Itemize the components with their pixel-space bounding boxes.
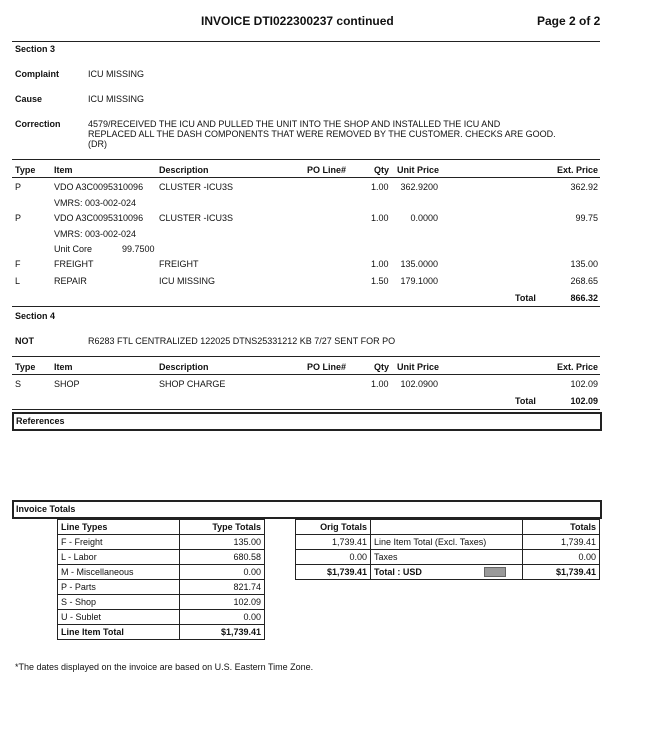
complaint-value: ICU MISSING (88, 69, 145, 79)
row-description: SHOP CHARGE (159, 379, 226, 389)
row-ext-price: 268.65 (570, 276, 598, 286)
final-total-label-cell (371, 565, 523, 580)
column-header-divider (12, 177, 600, 178)
row-ext-price: 102.09 (570, 379, 598, 389)
row-unit-price: 102.0900 (400, 379, 438, 389)
row-qty: 1.00 (371, 213, 389, 223)
page-number: Page 2 of 2 (537, 14, 601, 28)
row-ext-price: 135.00 (570, 259, 598, 269)
col-qty: Qty (374, 165, 390, 175)
line-type-name: L - Labor (58, 550, 180, 565)
row-unit-price: 0.0000 (410, 213, 438, 223)
orig-total-value: 1,739.41 (296, 535, 371, 550)
col-unit-price: Unit Price (397, 362, 440, 372)
orig-total-value: 0.00 (296, 550, 371, 565)
row-qty: 1.50 (371, 276, 389, 286)
correction-line: REPLACED ALL THE DASH COMPONENTS THAT WERE REMOVED BY THE CUSTOMER. CHECKS ARE GOOD. (88, 129, 556, 139)
flag-icon (484, 567, 506, 577)
line-type-value: 135.00 (179, 535, 264, 550)
line-type-value: 0.00 (179, 610, 264, 625)
line-type-value: 821.74 (179, 580, 264, 595)
section-4-divider (12, 356, 600, 357)
row-description: ICU MISSING (159, 276, 216, 286)
line-type-name: U - Sublet (58, 610, 180, 625)
cause-value: ICU MISSING (88, 94, 145, 104)
row-item: SHOP (54, 379, 80, 389)
line-type-name: S - Shop (58, 595, 180, 610)
line-type-value: 680.58 (179, 550, 264, 565)
row-type: P (15, 182, 22, 192)
correction-label: Correction (15, 119, 61, 129)
section-3-title: Section 3 (15, 44, 56, 54)
invoice-totals-label: Invoice Totals (16, 504, 76, 514)
orig-totals-header: Orig Totals (296, 520, 371, 535)
line-type-name: P - Parts (58, 580, 180, 595)
line-types-table (57, 519, 265, 640)
col-po-line: PO Line# (307, 362, 347, 372)
col-unit-price: Unit Price (397, 165, 440, 175)
section-4-end-divider (12, 409, 600, 410)
not-text: R6283 FTL CENTRALIZED 122025 DTNS25331212 KB 7/27 SENT FOR PO (88, 336, 396, 346)
footnote: *The dates displayed on the invoice are based on U.S. Eastern Time Zone. (15, 662, 314, 672)
section-4-title: Section 4 (15, 311, 56, 321)
totals-header: Totals (523, 520, 600, 535)
row-qty: 1.00 (371, 259, 389, 269)
col-description: Description (159, 362, 209, 372)
references-box (12, 412, 602, 431)
row-description: FREIGHT (159, 259, 199, 269)
row-description: CLUSTER -ICU3S (159, 213, 234, 223)
row-ext-price: 99.75 (575, 213, 598, 223)
row-vmrs: VMRS: 003-002-024 (54, 198, 137, 208)
section-3-divider (12, 159, 600, 160)
unit-core-label: Unit Core (54, 244, 93, 254)
section-3-end-divider (12, 306, 600, 307)
row-unit-price: 362.9200 (400, 182, 438, 192)
total-value: 0.00 (523, 550, 600, 565)
line-type-name: M - Miscellaneous (58, 565, 180, 580)
line-types-header: Line Types (58, 520, 180, 535)
col-ext-price: Ext. Price (556, 165, 598, 175)
unit-core-value: 99.7500 (122, 244, 155, 254)
col-po-line: PO Line# (307, 165, 347, 175)
row-unit-price: 135.0000 (400, 259, 438, 269)
section-4-total-value: 102.09 (570, 396, 598, 406)
line-type-value: 0.00 (179, 565, 264, 580)
row-vmrs: VMRS: 003-002-024 (54, 229, 137, 239)
row-item: VDO A3C0095310096 (54, 213, 144, 223)
column-header-divider (12, 374, 600, 375)
row-item: REPAIR (54, 276, 87, 286)
col-qty: Qty (374, 362, 390, 372)
col-item: Item (54, 362, 73, 372)
line-type-name: F - Freight (58, 535, 180, 550)
col-ext-price: Ext. Price (556, 362, 598, 372)
references-label: References (16, 416, 65, 426)
totals-row-label: Line Item Total (Excl. Taxes) (371, 535, 523, 550)
type-totals-header: Type Totals (179, 520, 264, 535)
invoice-title: INVOICE DTI022300237 continued (201, 14, 394, 28)
correction-line: 4579/RECEIVED THE ICU AND PULLED THE UNIT INTO THE SHOP AND INSTALLED THE ICU AND (88, 119, 501, 129)
row-type: S (15, 379, 22, 389)
row-unit-price: 179.1000 (400, 276, 438, 286)
correction-line: (DR) (88, 139, 107, 149)
row-item: VDO A3C0095310096 (54, 182, 144, 192)
col-type: Type (15, 362, 36, 372)
line-type-value: 102.09 (179, 595, 264, 610)
section-3-total-label: Total (515, 293, 536, 303)
totals-row-label: Taxes (371, 550, 523, 565)
col-type: Type (15, 165, 36, 175)
section-3-total-value: 866.32 (570, 293, 598, 303)
row-type: F (15, 259, 21, 269)
line-item-total-label: Line Item Total (58, 625, 180, 640)
header-divider (12, 41, 600, 42)
totals-label-header (371, 520, 523, 535)
row-type: P (15, 213, 22, 223)
total-value: 1,739.41 (523, 535, 600, 550)
row-ext-price: 362.92 (570, 182, 598, 192)
section-4-total-label: Total (515, 396, 536, 406)
invoice-totals-box (12, 500, 602, 519)
not-label: NOT (15, 336, 34, 346)
complaint-label: Complaint (15, 69, 59, 79)
row-description: CLUSTER -ICU3S (159, 182, 234, 192)
row-item: FREIGHT (54, 259, 94, 269)
row-type: L (15, 276, 21, 286)
col-item: Item (54, 165, 73, 175)
row-qty: 1.00 (371, 182, 389, 192)
col-description: Description (159, 165, 209, 175)
final-total-label: Total : USD (374, 566, 422, 577)
totals-table (295, 519, 600, 580)
final-orig-total: $1,739.41 (296, 565, 371, 580)
cause-label: Cause (15, 94, 43, 104)
row-qty: 1.00 (371, 379, 389, 389)
final-total: $1,739.41 (523, 565, 600, 580)
line-item-total-value: $1,739.41 (179, 625, 264, 640)
